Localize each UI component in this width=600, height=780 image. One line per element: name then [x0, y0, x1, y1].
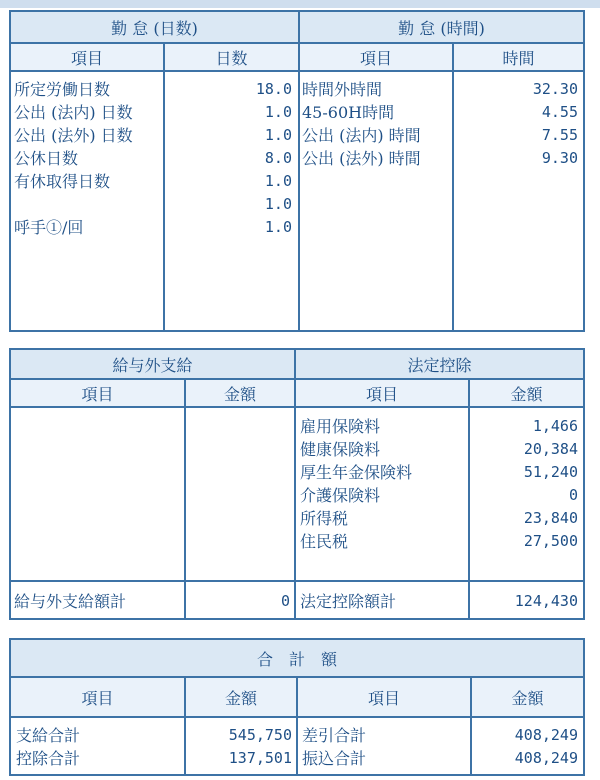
hours-row-value: 9.30 — [541, 149, 578, 167]
hours-col-value-header: 時間 — [454, 44, 583, 72]
divider — [184, 380, 186, 618]
totals-left-value: 545,750 — [228, 726, 292, 744]
divider — [163, 44, 165, 330]
deductions-col-value-header: 金額 — [470, 380, 583, 408]
extra-pay-header: 給与外支給 — [11, 350, 294, 380]
hours-row-value: 4.55 — [541, 103, 578, 121]
hours-row-label: 公出 (法外) 時間 — [302, 149, 421, 168]
deductions-col-item-header: 項目 — [296, 380, 468, 408]
days-row-label: 呼手①/回 — [14, 218, 84, 237]
days-row-label: 有休取得日数 — [14, 172, 111, 191]
totals-col-item-left-header: 項目 — [11, 678, 184, 718]
deduction-row-value: 20,384 — [523, 440, 578, 458]
divider — [468, 380, 470, 618]
totals-right-label: 振込合計 — [302, 749, 367, 768]
hours-row-value: 32.30 — [532, 80, 578, 98]
hours-row-label: 時間外時間 — [302, 80, 383, 99]
days-row-value: 1.0 — [264, 195, 292, 213]
days-row-label: 公休日数 — [14, 149, 79, 168]
totals-right-value: 408,249 — [514, 749, 578, 767]
totals-col-item-right-header: 項目 — [298, 678, 470, 718]
deduction-row-value: 1,466 — [532, 417, 578, 435]
deduction-row-value: 27,500 — [523, 532, 578, 550]
totals-col-value-left-header: 金額 — [186, 678, 296, 718]
days-row-value: 1.0 — [264, 103, 292, 121]
attendance-days-header: 勤 怠 (日数) — [11, 12, 298, 44]
extra-pay-total-value: 0 — [280, 592, 290, 610]
days-row-label: 所定労働日数 — [14, 80, 111, 99]
deductions-header: 法定控除 — [296, 350, 583, 380]
totals-left-value: 137,501 — [228, 749, 292, 767]
divider — [294, 350, 296, 618]
hours-row-label: 公出 (法内) 時間 — [302, 126, 421, 145]
hours-row-value: 7.55 — [541, 126, 578, 144]
hours-row-label: 45-60H時間 — [302, 103, 395, 122]
days-col-value-header: 日数 — [165, 44, 298, 72]
days-row-value: 1.0 — [264, 218, 292, 236]
extra-pay-total-label: 給与外支給額計 — [14, 592, 127, 611]
deduction-row-label: 厚生年金保険料 — [300, 463, 413, 482]
deduction-row-label: 健康保険料 — [300, 440, 381, 459]
extra-pay-col-item-header: 項目 — [11, 380, 184, 408]
days-row-value: 1.0 — [264, 172, 292, 190]
deduction-row-value: 51,240 — [523, 463, 578, 481]
deductions-total-label: 法定控除額計 — [300, 592, 397, 611]
deduction-row-label: 所得税 — [300, 509, 349, 528]
extra-pay-col-value-header: 金額 — [186, 380, 294, 408]
totals-right-label: 差引合計 — [302, 726, 367, 745]
days-row-label: 公出 (法内) 日数 — [14, 103, 133, 122]
deduction-row-value: 0 — [568, 486, 578, 504]
divider — [11, 580, 583, 582]
days-row-value: 8.0 — [264, 149, 292, 167]
deduction-row-label: 雇用保険料 — [300, 417, 381, 436]
totals-header: 合 計 額 — [11, 640, 583, 678]
top-header-band — [0, 0, 600, 8]
totals-col-value-right-header: 金額 — [472, 678, 583, 718]
divider — [452, 44, 454, 330]
totals-left-label: 控除合計 — [16, 749, 81, 768]
days-row-label: 公出 (法外) 日数 — [14, 126, 133, 145]
deduction-row-value: 23,840 — [523, 509, 578, 527]
divider — [184, 678, 186, 774]
attendance-hours-header: 勤 怠 (時間) — [300, 12, 583, 44]
days-row-value: 1.0 — [264, 126, 292, 144]
days-row-value: 18.0 — [255, 80, 292, 98]
divider — [470, 678, 472, 774]
deduction-row-label: 住民税 — [300, 532, 349, 551]
hours-col-item-header: 項目 — [300, 44, 452, 72]
divider — [298, 12, 300, 330]
deduction-row-label: 介護保険料 — [300, 486, 381, 505]
deductions-total-value: 124,430 — [514, 592, 578, 610]
divider — [296, 678, 298, 774]
totals-left-label: 支給合計 — [16, 726, 81, 745]
totals-right-value: 408,249 — [514, 726, 578, 744]
days-col-item-header: 項目 — [11, 44, 163, 72]
